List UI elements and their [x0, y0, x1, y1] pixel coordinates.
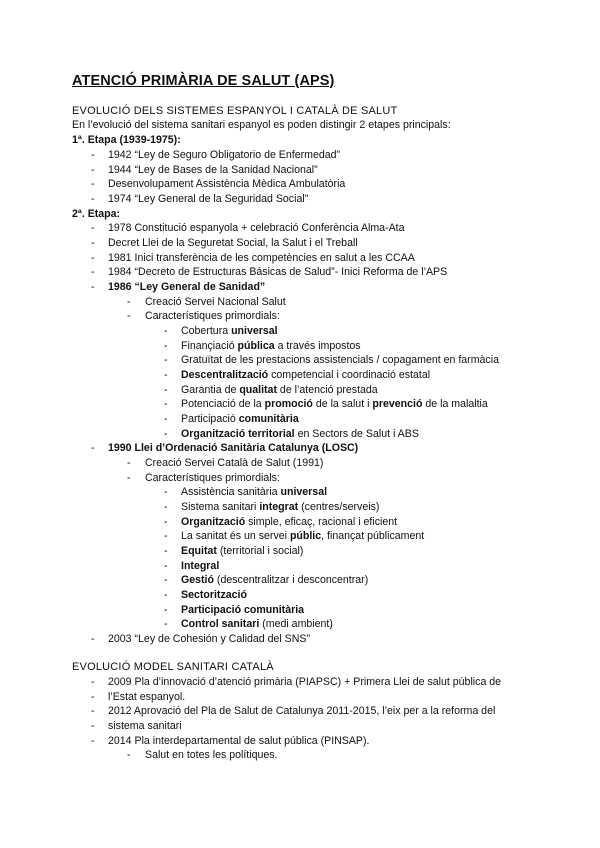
bullet-dash: -: [91, 720, 95, 732]
list-item: Organització territorial en Sectors de Salut i ABS: [181, 428, 419, 440]
bullet-dash: -: [91, 222, 95, 234]
list-item: Característiques primordials:: [145, 310, 280, 322]
list-item: Gratuïtat de les prestacions assistencials / copagament en farmàcia: [181, 354, 499, 366]
list-item: Garantia de qualitat de l’atenció prestada: [181, 384, 378, 396]
list-item: Integral: [181, 560, 220, 572]
bullet-dash: -: [164, 560, 168, 572]
bullet-dash: -: [91, 266, 95, 278]
etapa2-label: 2ª. Etapa:: [72, 208, 121, 220]
list-item: 1978 Constitució espanyola + celebració Conferència Alma-Ata: [108, 222, 405, 234]
section-heading-evolucio-sistemes: EVOLUCIÓ DELS SISTEMES ESPANYOL I CATALÀ DE SALUT: [72, 105, 398, 117]
bullet-dash: -: [91, 691, 95, 703]
list-item: 2012 Aprovació del Pla de Salut de Catalunya 2011-2015, l’eix per a la reforma del: [108, 705, 496, 717]
bullet-dash: -: [127, 296, 131, 308]
bullet-dash: -: [164, 545, 168, 557]
list-item: Sistema sanitari integrat (centres/serveis): [181, 501, 380, 513]
bullet-dash: -: [164, 486, 168, 498]
bullet-dash: -: [91, 442, 95, 454]
bullet-dash: -: [91, 237, 95, 249]
bullet-dash: -: [91, 252, 95, 264]
list-item: Decret Llei de la Seguretat Social, la Salut i el Treball: [108, 237, 358, 249]
bullet-dash: -: [164, 428, 168, 440]
list-item: 1984 “Decreto de Estructuras Básicas de Salud”- Inici Reforma de l’APS: [108, 266, 448, 278]
list-item: Control sanitari (medi ambient): [181, 618, 333, 630]
list-item: Creació Servei Nacional Salut: [145, 296, 286, 308]
ley-1986-label: 1986 “Ley General de Sanidad”: [108, 281, 266, 293]
list-item: Descentralització competencial i coordinació estatal: [181, 369, 431, 381]
list-item: Potenciació de la promoció de la salut i prevenció de la malaltia: [181, 398, 488, 410]
list-item: Participació comunitària: [181, 604, 305, 616]
bullet-dash: -: [164, 618, 168, 630]
bullet-dash: -: [91, 193, 95, 205]
bullet-dash: -: [91, 676, 95, 688]
bullet-dash: -: [164, 369, 168, 381]
bullet-dash: -: [164, 516, 168, 528]
intro-text: En l’evolució del sistema sanitari espanyol es poden distingir 2 etapes principals:: [72, 119, 451, 131]
list-item: Desenvolupament Assistència Mèdica Ambulatòria: [108, 178, 346, 190]
bullet-dash: -: [91, 705, 95, 717]
list-item: Equitat (territorial i social): [181, 545, 304, 557]
list-item: 2009 Pla d’innovació d’atenció primària (PIAPSC) + Primera Llei de salut pública de: [108, 676, 502, 688]
list-item: Participació comunitària: [181, 413, 299, 425]
bullet-dash: -: [127, 749, 131, 761]
bullet-dash: -: [91, 164, 95, 176]
list-item: Salut en totes les polítiques.: [145, 749, 278, 761]
bullet-dash: -: [164, 589, 168, 601]
list-item-continuation: sistema sanitari: [108, 720, 182, 732]
list-item: Característiques primordials:: [145, 472, 280, 484]
bullet-dash: -: [91, 735, 95, 747]
page-title: ATENCIÓ PRIMÀRIA DE SALUT (APS): [72, 73, 335, 89]
bullet-dash: -: [164, 384, 168, 396]
list-item: 2003 “Ley de Cohesión y Calidad del SNS”: [108, 633, 310, 645]
bullet-dash: -: [164, 530, 168, 542]
list-item: Finançiació pública a través impostos: [181, 340, 361, 352]
bullet-dash: -: [91, 281, 95, 293]
bullet-dash: -: [164, 413, 168, 425]
bullet-dash: -: [127, 472, 131, 484]
list-item: 1974 “Ley General de la Seguridad Social”: [108, 193, 309, 205]
bullet-dash: -: [127, 310, 131, 322]
bullet-dash: -: [164, 340, 168, 352]
bullet-dash: -: [164, 325, 168, 337]
losc-1990-label: 1990 Llei d’Ordenació Sanitària Catalunya (LOSC): [108, 442, 359, 454]
section-heading-model-catala: EVOLUCIÓ MODEL SANITARI CATALÀ: [72, 661, 274, 673]
bullet-dash: -: [164, 604, 168, 616]
list-item-continuation: l’Estat espanyol.: [108, 691, 186, 703]
bullet-dash: -: [91, 149, 95, 161]
list-item: Assistència sanitària universal: [181, 486, 328, 498]
bullet-dash: -: [91, 178, 95, 190]
bullet-dash: -: [164, 354, 168, 366]
bullet-dash: -: [164, 574, 168, 586]
list-item: Organització simple, eficaç, racional i eficient: [181, 516, 398, 528]
list-item: 1981 Inici transferència de les competències en salut a les CCAA: [108, 252, 415, 264]
list-item: 2014 Pla interdepartamental de salut pública (PINSAP).: [108, 735, 370, 747]
list-item: Gestió (descentralitzar i desconcentrar): [181, 574, 369, 586]
list-item: Creació Servei Català de Salut (1991): [145, 457, 324, 469]
bullet-dash: -: [127, 457, 131, 469]
list-item: Cobertura universal: [181, 325, 278, 337]
bullet-dash: -: [164, 501, 168, 513]
etapa1-label: 1ª. Etapa (1939-1975):: [72, 134, 181, 146]
list-item: La sanitat és un servei públic, finançat públicament: [181, 530, 425, 542]
bullet-dash: -: [164, 398, 168, 410]
list-item: 1942 “Ley de Seguro Obligatorio de Enfermedad”: [108, 149, 341, 161]
bullet-dash: -: [91, 633, 95, 645]
list-item: Sectorització: [181, 589, 247, 601]
list-item: 1944 “Ley de Bases de la Sanidad Nacional”: [108, 164, 318, 176]
